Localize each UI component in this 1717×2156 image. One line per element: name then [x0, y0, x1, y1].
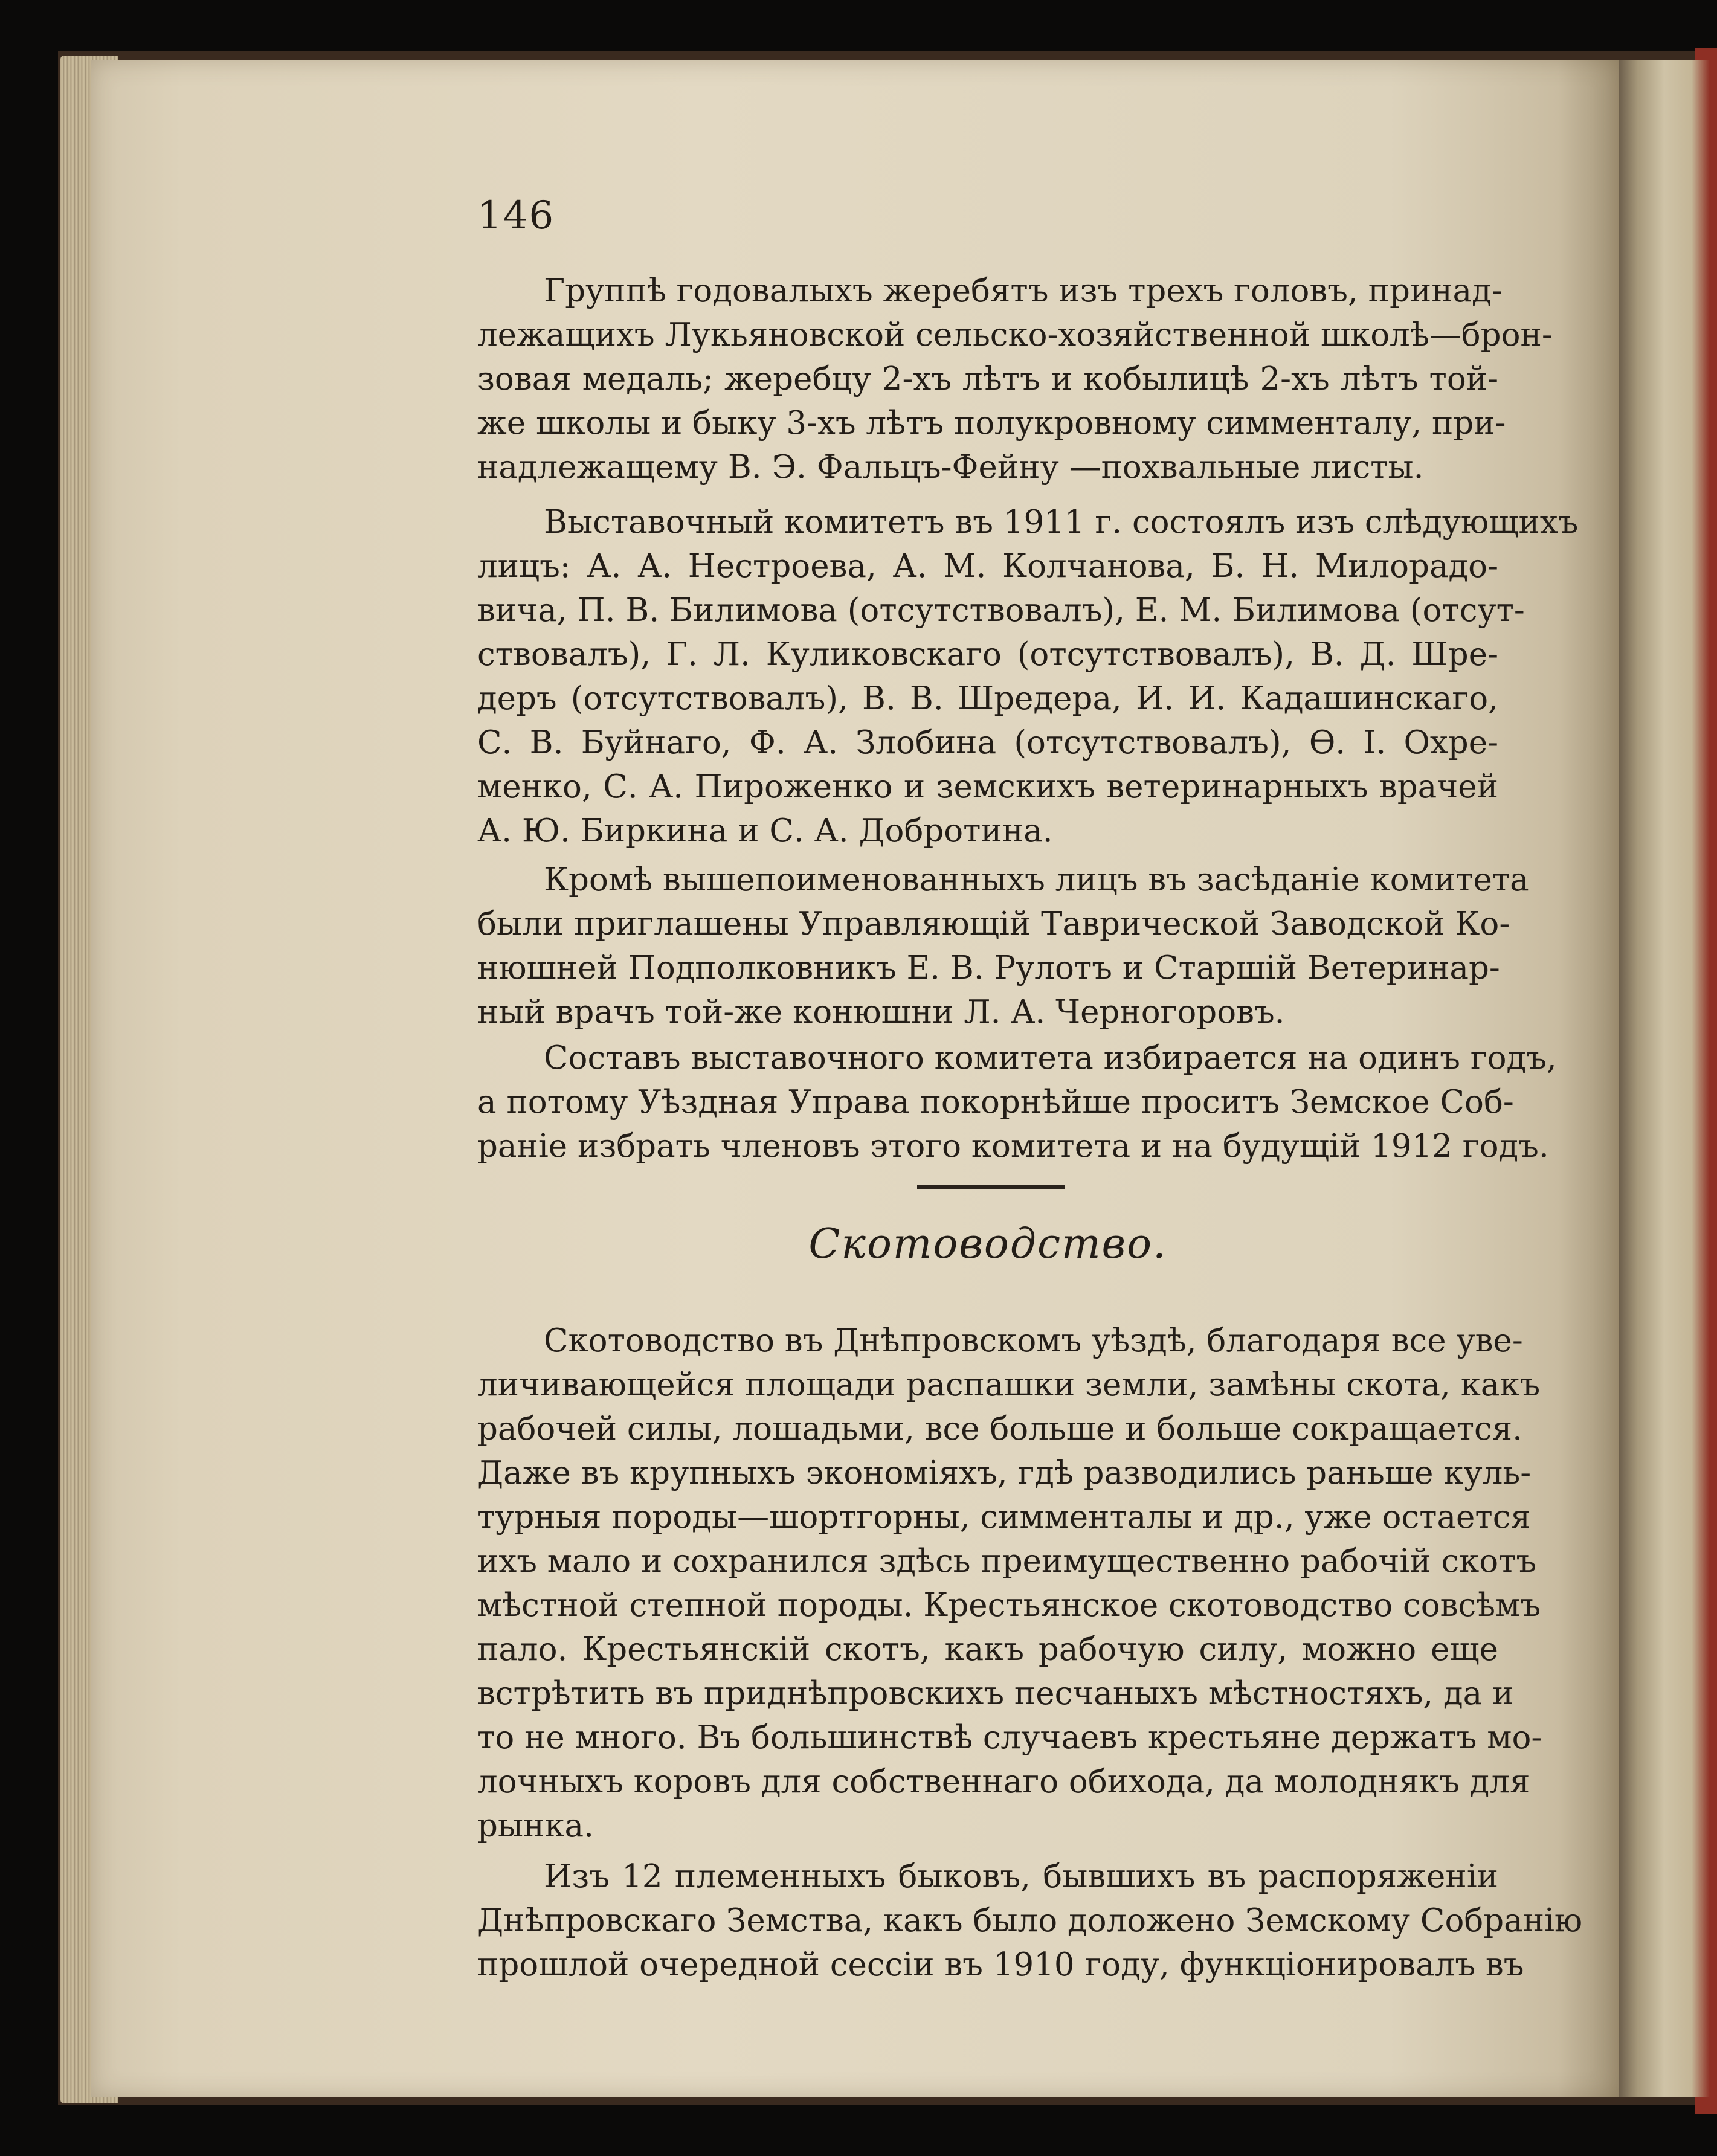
text-line: менко, С. А. Пироженко и земскихъ ветеринарныхъ врачей [477, 768, 1498, 805]
text-line: рабочей силы, лошадьми, все больше и больше сокращается. [477, 1411, 1522, 1447]
text-line: вича, П. В. Билимова (отсутствовалъ), Е. М. Билимова (отсут- [477, 592, 1525, 629]
text-line: прошлой очередной сессіи въ 1910 году, функціонировалъ въ [477, 1946, 1524, 1983]
text-line: ствовалъ), Г. Л. Куликовскаго (отсутствовалъ), В. Д. Шре- [477, 636, 1498, 673]
paragraph-4 [477, 1036, 1557, 1168]
text-line: мѣстной степной породы. Крестьянское скотоводство совсѣмъ [477, 1587, 1541, 1624]
paragraph-5 [477, 1319, 1542, 1848]
page-number: 146 [477, 193, 555, 238]
text-line: личивающейся площади распашки земли, замѣны скота, какъ [477, 1366, 1541, 1403]
text-line: встрѣтить въ приднѣпровскихъ песчаныхъ мѣстностяхъ, да и [477, 1675, 1514, 1712]
text-line: Составъ выставочного комитета избирается на одинъ годъ, [544, 1040, 1557, 1076]
section-heading: Скотоводство. [808, 1220, 1167, 1268]
next-page-edge [1619, 60, 1710, 2097]
paragraph-1 [477, 269, 1553, 489]
section-divider [917, 1185, 1065, 1189]
text-line: лицъ: А. А. Нестроева, А. М. Колчанова, Б. Н. Милорадо- [477, 548, 1498, 585]
text-line: рынка. [477, 1807, 594, 1844]
text-line: ный врачъ той-же конюшни Л. А. Черногоровъ. [477, 994, 1285, 1031]
text-line: Группѣ годовалыхъ жеребятъ изъ трехъ головъ, принад- [544, 272, 1503, 309]
text-line: Даже въ крупныхъ экономіяхъ, гдѣ разводились раньше куль- [477, 1455, 1532, 1492]
text-line: С. В. Буйнаго, Ф. А. Злобина (отсутствовалъ), Ѳ. І. Охре- [477, 724, 1498, 761]
text-line: же школы и быку 3-хъ лѣтъ полукровному симменталу, при- [477, 405, 1506, 442]
text-line: Изъ 12 племенныхъ быковъ, бывшихъ въ распоряженіи [544, 1858, 1498, 1895]
text-line: раніе избрать членовъ этого комитета и на будущій 1912 годъ. [477, 1128, 1549, 1165]
text-line: деръ (отсутствовалъ), В. В. Шредера, И. И. Кадашинскаго, [477, 680, 1498, 717]
text-line: надлежащему В. Э. Фальцъ-Фейну —похвальные листы. [477, 449, 1424, 486]
text-line: пало. Крестьянскій скотъ, какъ рабочую силу, можно еще [477, 1631, 1498, 1668]
text-line: а потому Уѣздная Управа покорнѣйше проситъ Земское Соб- [477, 1084, 1514, 1121]
text-line: лежащихъ Лукьяновской сельско-хозяйственной школѣ—брон- [477, 317, 1553, 353]
text-line: турныя породы—шортгорны, симменталы и др., уже остается [477, 1499, 1531, 1536]
text-line: А. Ю. Биркина и С. А. Добротина. [477, 813, 1053, 849]
text-line: были приглашены Управляющій Таврической Заводской Ко- [477, 906, 1510, 942]
text-line: нюшней Подполковникъ Е. В. Рулотъ и Старшій Ветеринар- [477, 950, 1500, 986]
text-line: Днѣпровскаго Земства, какъ было доложено Земскому Собранію [477, 1902, 1583, 1939]
text-line: Скотоводство въ Днѣпровскомъ уѣздѣ, благодаря все уве- [544, 1322, 1523, 1359]
text-line: то не много. Въ большинствѣ случаевъ крестьяне держатъ мо- [477, 1719, 1542, 1756]
paragraph-6 [477, 1855, 1583, 1987]
text-line: Кромѣ вышепоименованныхъ лицъ въ засѣданіе комитета [544, 861, 1529, 898]
text-line: лочныхъ коровъ для собственнаго обихода, да молоднякъ для [477, 1763, 1530, 1800]
text-line: ихъ мало и сохранился здѣсь преимущественно рабочій скотъ [477, 1543, 1537, 1580]
paragraph-3 [477, 858, 1529, 1034]
text-line: Выставочный комитетъ въ 1911 г. состоялъ изъ слѣдующихъ [544, 504, 1579, 541]
paragraph-2 [477, 500, 1579, 853]
text-line: зовая медаль; жеребцу 2-хъ лѣтъ и кобылицѣ 2-хъ лѣтъ той- [477, 361, 1498, 397]
